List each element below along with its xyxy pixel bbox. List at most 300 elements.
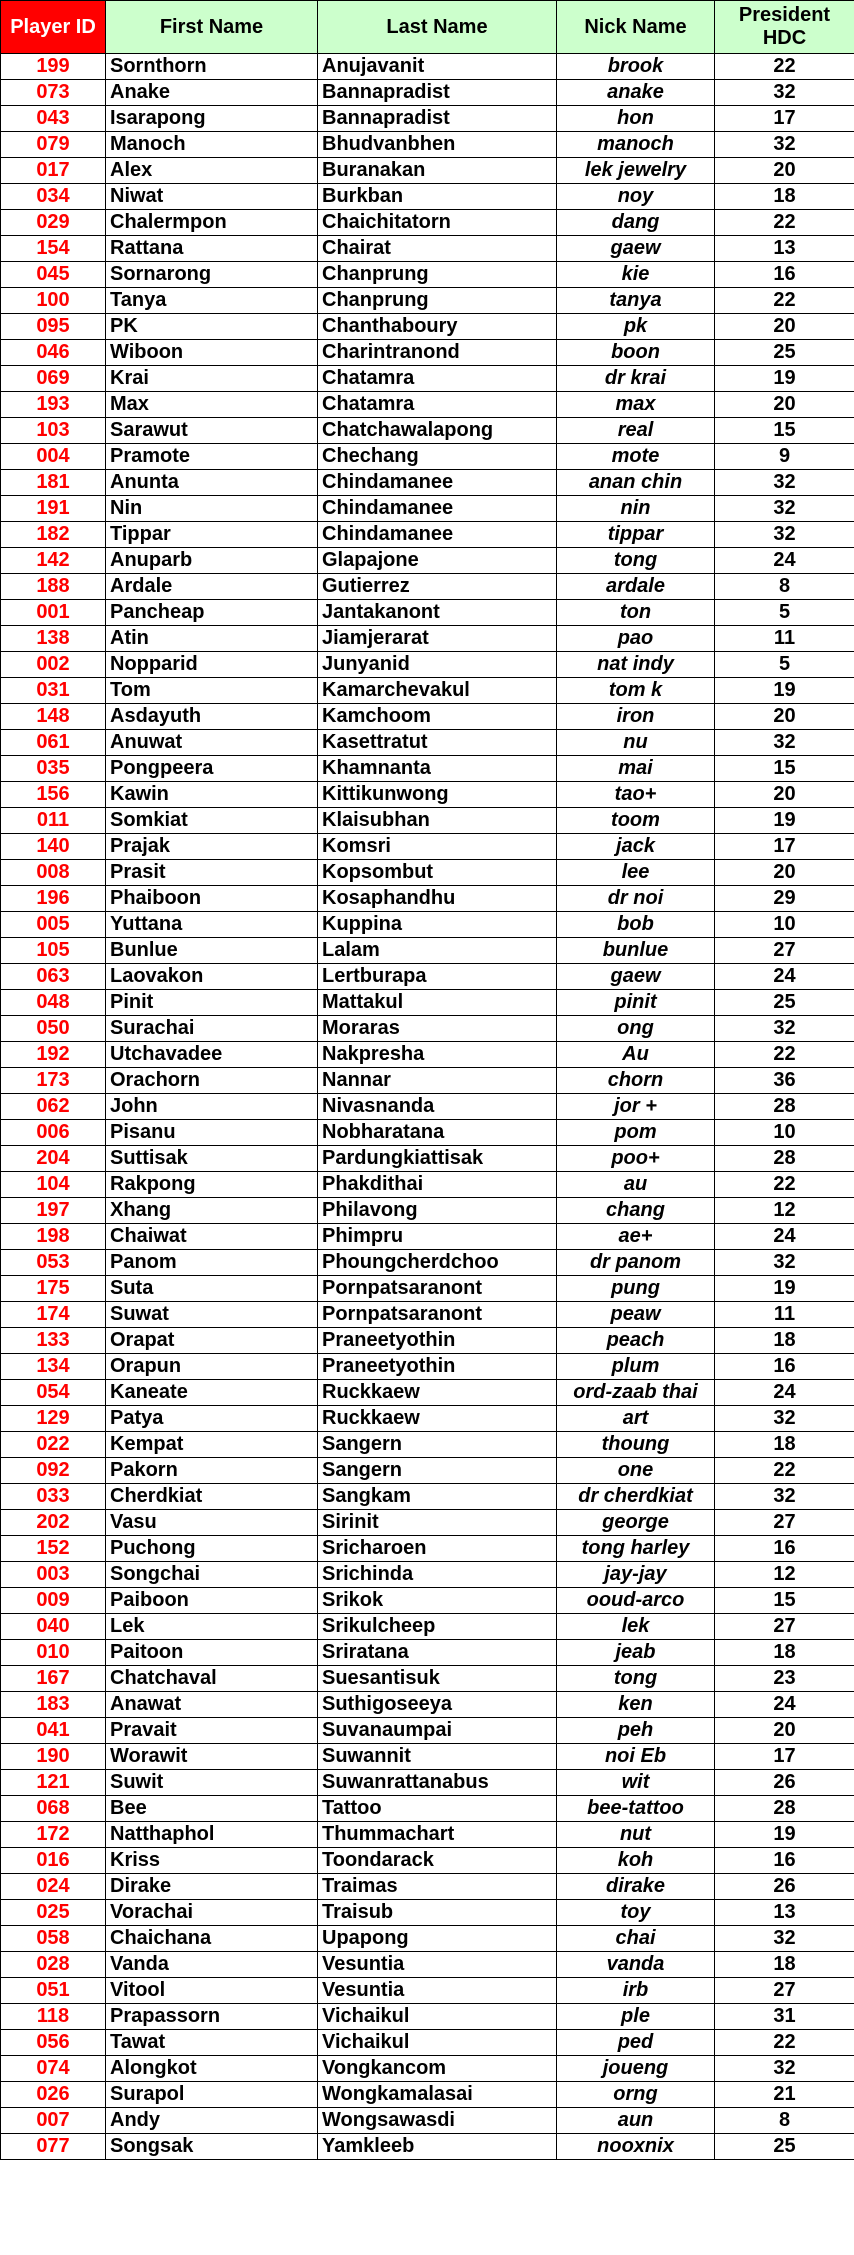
cell-president-hdc: 28 bbox=[715, 1094, 854, 1120]
cell-president-hdc: 10 bbox=[715, 1120, 854, 1146]
cell-last-name: Glapajone bbox=[318, 548, 557, 574]
cell-nick-name: chorn bbox=[557, 1068, 715, 1094]
table-row bbox=[1, 938, 854, 964]
cell-president-hdc: 12 bbox=[715, 1562, 854, 1588]
cell-nick-name: anan chin bbox=[557, 470, 715, 496]
cell-last-name: Nobharatana bbox=[318, 1120, 557, 1146]
cell-nick-name: art bbox=[557, 1406, 715, 1432]
cell-president-hdc: 27 bbox=[715, 938, 854, 964]
cell-nick-name: toy bbox=[557, 1900, 715, 1926]
cell-last-name: Sirinit bbox=[318, 1510, 557, 1536]
cell-nick-name: boon bbox=[557, 340, 715, 366]
cell-nick-name: joueng bbox=[557, 2056, 715, 2082]
cell-president-hdc: 22 bbox=[715, 1458, 854, 1484]
cell-president-hdc: 13 bbox=[715, 1900, 854, 1926]
cell-nick-name: mote bbox=[557, 444, 715, 470]
cell-last-name: Jiamjerarat bbox=[318, 626, 557, 652]
cell-president-hdc: 22 bbox=[715, 1172, 854, 1198]
cell-president-hdc: 32 bbox=[715, 1406, 854, 1432]
table-row bbox=[1, 1796, 854, 1822]
cell-first-name: Patya bbox=[106, 1406, 318, 1432]
cell-first-name: Vanda bbox=[106, 1952, 318, 1978]
cell-president-hdc: 15 bbox=[715, 756, 854, 782]
cell-first-name: Isarapong bbox=[106, 106, 318, 132]
cell-president-hdc: 16 bbox=[715, 1536, 854, 1562]
cell-last-name: Phoungcherdchoo bbox=[318, 1250, 557, 1276]
cell-player-id: 005 bbox=[1, 912, 106, 938]
cell-player-id: 142 bbox=[1, 548, 106, 574]
cell-first-name: Nopparid bbox=[106, 652, 318, 678]
cell-first-name: Dirake bbox=[106, 1874, 318, 1900]
cell-first-name: Somkiat bbox=[106, 808, 318, 834]
table-row bbox=[1, 1042, 854, 1068]
cell-nick-name: peh bbox=[557, 1718, 715, 1744]
table-row bbox=[1, 1276, 854, 1302]
table-row bbox=[1, 1120, 854, 1146]
cell-player-id: 175 bbox=[1, 1276, 106, 1302]
cell-first-name: Alongkot bbox=[106, 2056, 318, 2082]
cell-nick-name: dr panom bbox=[557, 1250, 715, 1276]
cell-nick-name: chai bbox=[557, 1926, 715, 1952]
cell-player-id: 022 bbox=[1, 1432, 106, 1458]
table-row bbox=[1, 158, 854, 184]
cell-player-id: 004 bbox=[1, 444, 106, 470]
cell-president-hdc: 19 bbox=[715, 1276, 854, 1302]
cell-nick-name: tippar bbox=[557, 522, 715, 548]
cell-player-id: 196 bbox=[1, 886, 106, 912]
cell-nick-name: dirake bbox=[557, 1874, 715, 1900]
cell-president-hdc: 20 bbox=[715, 158, 854, 184]
cell-last-name: Lalam bbox=[318, 938, 557, 964]
cell-president-hdc: 20 bbox=[715, 314, 854, 340]
cell-last-name: Charintranond bbox=[318, 340, 557, 366]
cell-nick-name: bee-tattoo bbox=[557, 1796, 715, 1822]
table-row bbox=[1, 808, 854, 834]
cell-president-hdc: 18 bbox=[715, 1432, 854, 1458]
cell-first-name: Orapat bbox=[106, 1328, 318, 1354]
cell-first-name: Pravait bbox=[106, 1718, 318, 1744]
cell-first-name: Puchong bbox=[106, 1536, 318, 1562]
table-row bbox=[1, 652, 854, 678]
table-row bbox=[1, 574, 854, 600]
table-row bbox=[1, 1666, 854, 1692]
cell-player-id: 148 bbox=[1, 704, 106, 730]
cell-player-id: 068 bbox=[1, 1796, 106, 1822]
cell-president-hdc: 5 bbox=[715, 652, 854, 678]
cell-last-name: Moraras bbox=[318, 1016, 557, 1042]
cell-president-hdc: 28 bbox=[715, 1796, 854, 1822]
cell-first-name: Rattana bbox=[106, 236, 318, 262]
cell-last-name: Traimas bbox=[318, 1874, 557, 1900]
cell-president-hdc: 27 bbox=[715, 1978, 854, 2004]
cell-first-name: Paiboon bbox=[106, 1588, 318, 1614]
cell-last-name: Gutierrez bbox=[318, 574, 557, 600]
cell-first-name: Paitoon bbox=[106, 1640, 318, 1666]
cell-first-name: Ardale bbox=[106, 574, 318, 600]
cell-president-hdc: 32 bbox=[715, 522, 854, 548]
cell-president-hdc: 32 bbox=[715, 132, 854, 158]
cell-nick-name: ken bbox=[557, 1692, 715, 1718]
cell-last-name: Suthigoseeya bbox=[318, 1692, 557, 1718]
cell-player-id: 152 bbox=[1, 1536, 106, 1562]
cell-president-hdc: 18 bbox=[715, 184, 854, 210]
cell-first-name: Surachai bbox=[106, 1016, 318, 1042]
cell-first-name: Pakorn bbox=[106, 1458, 318, 1484]
cell-nick-name: iron bbox=[557, 704, 715, 730]
table-row bbox=[1, 678, 854, 704]
cell-last-name: Vongkancom bbox=[318, 2056, 557, 2082]
cell-nick-name: nu bbox=[557, 730, 715, 756]
cell-first-name: Krai bbox=[106, 366, 318, 392]
cell-nick-name: noi Eb bbox=[557, 1744, 715, 1770]
cell-nick-name: lee bbox=[557, 860, 715, 886]
table-row bbox=[1, 1224, 854, 1250]
cell-player-id: 138 bbox=[1, 626, 106, 652]
cell-player-id: 050 bbox=[1, 1016, 106, 1042]
cell-president-hdc: 16 bbox=[715, 1354, 854, 1380]
cell-last-name: Vesuntia bbox=[318, 1952, 557, 1978]
cell-player-id: 079 bbox=[1, 132, 106, 158]
cell-nick-name: chang bbox=[557, 1198, 715, 1224]
cell-player-id: 017 bbox=[1, 158, 106, 184]
cell-president-hdc: 36 bbox=[715, 1068, 854, 1094]
cell-nick-name: Au bbox=[557, 1042, 715, 1068]
cell-president-hdc: 11 bbox=[715, 626, 854, 652]
cell-last-name: Suwannit bbox=[318, 1744, 557, 1770]
table-row bbox=[1, 964, 854, 990]
cell-last-name: Kosaphandhu bbox=[318, 886, 557, 912]
cell-nick-name: ord-zaab thai bbox=[557, 1380, 715, 1406]
cell-president-hdc: 32 bbox=[715, 1016, 854, 1042]
cell-last-name: Suvanaumpai bbox=[318, 1718, 557, 1744]
cell-last-name: Burkban bbox=[318, 184, 557, 210]
cell-president-hdc: 22 bbox=[715, 2030, 854, 2056]
table-row bbox=[1, 1640, 854, 1666]
cell-last-name: Chechang bbox=[318, 444, 557, 470]
cell-president-hdc: 17 bbox=[715, 834, 854, 860]
cell-player-id: 016 bbox=[1, 1848, 106, 1874]
cell-first-name: Worawit bbox=[106, 1744, 318, 1770]
cell-first-name: Natthaphol bbox=[106, 1822, 318, 1848]
cell-last-name: Yamkleeb bbox=[318, 2134, 557, 2160]
table-row bbox=[1, 912, 854, 938]
table-row bbox=[1, 2082, 854, 2108]
cell-nick-name: wit bbox=[557, 1770, 715, 1796]
cell-nick-name: plum bbox=[557, 1354, 715, 1380]
cell-first-name: Prapassorn bbox=[106, 2004, 318, 2030]
cell-last-name: Ruckkaew bbox=[318, 1380, 557, 1406]
cell-first-name: Prasit bbox=[106, 860, 318, 886]
header-president-hdc[interactable]: President HDC bbox=[715, 1, 854, 54]
cell-first-name: Wiboon bbox=[106, 340, 318, 366]
cell-nick-name: hon bbox=[557, 106, 715, 132]
table-row bbox=[1, 522, 854, 548]
cell-first-name: Tippar bbox=[106, 522, 318, 548]
table-row bbox=[1, 1848, 854, 1874]
cell-nick-name: tao+ bbox=[557, 782, 715, 808]
cell-first-name: Kriss bbox=[106, 1848, 318, 1874]
cell-player-id: 031 bbox=[1, 678, 106, 704]
cell-player-id: 007 bbox=[1, 2108, 106, 2134]
header-nick-name[interactable]: Nick Name bbox=[557, 1, 715, 54]
cell-last-name: Praneetyothin bbox=[318, 1354, 557, 1380]
cell-player-id: 046 bbox=[1, 340, 106, 366]
cell-president-hdc: 16 bbox=[715, 262, 854, 288]
cell-president-hdc: 18 bbox=[715, 1952, 854, 1978]
cell-last-name: Sangkam bbox=[318, 1484, 557, 1510]
cell-first-name: Panom bbox=[106, 1250, 318, 1276]
cell-player-id: 133 bbox=[1, 1328, 106, 1354]
cell-first-name: Max bbox=[106, 392, 318, 418]
table-row bbox=[1, 54, 854, 80]
cell-president-hdc: 31 bbox=[715, 2004, 854, 2030]
cell-president-hdc: 24 bbox=[715, 1692, 854, 1718]
cell-player-id: 040 bbox=[1, 1614, 106, 1640]
cell-player-id: 095 bbox=[1, 314, 106, 340]
cell-nick-name: ooud-arco bbox=[557, 1588, 715, 1614]
cell-last-name: Nivasnanda bbox=[318, 1094, 557, 1120]
cell-nick-name: tong bbox=[557, 1666, 715, 1692]
cell-president-hdc: 22 bbox=[715, 210, 854, 236]
cell-president-hdc: 13 bbox=[715, 236, 854, 262]
cell-president-hdc: 32 bbox=[715, 496, 854, 522]
table-row bbox=[1, 106, 854, 132]
cell-last-name: Vichaikul bbox=[318, 2030, 557, 2056]
cell-last-name: Vesuntia bbox=[318, 1978, 557, 2004]
cell-player-id: 183 bbox=[1, 1692, 106, 1718]
cell-last-name: Pardungkiattisak bbox=[318, 1146, 557, 1172]
cell-last-name: Ruckkaew bbox=[318, 1406, 557, 1432]
cell-president-hdc: 27 bbox=[715, 1614, 854, 1640]
table-row bbox=[1, 1172, 854, 1198]
table-row bbox=[1, 1614, 854, 1640]
cell-player-id: 033 bbox=[1, 1484, 106, 1510]
cell-nick-name: nut bbox=[557, 1822, 715, 1848]
cell-first-name: Anunta bbox=[106, 470, 318, 496]
cell-player-id: 105 bbox=[1, 938, 106, 964]
cell-first-name: Pisanu bbox=[106, 1120, 318, 1146]
cell-player-id: 104 bbox=[1, 1172, 106, 1198]
table-row bbox=[1, 2056, 854, 2082]
cell-first-name: Kawin bbox=[106, 782, 318, 808]
cell-president-hdc: 8 bbox=[715, 574, 854, 600]
table-row bbox=[1, 1978, 854, 2004]
cell-last-name: Kasettratut bbox=[318, 730, 557, 756]
cell-last-name: Vichaikul bbox=[318, 2004, 557, 2030]
header-row bbox=[1, 1, 854, 54]
table-row bbox=[1, 210, 854, 236]
cell-player-id: 154 bbox=[1, 236, 106, 262]
table-row bbox=[1, 288, 854, 314]
cell-last-name: Sangern bbox=[318, 1458, 557, 1484]
cell-nick-name: ong bbox=[557, 1016, 715, 1042]
cell-president-hdc: 26 bbox=[715, 1874, 854, 1900]
cell-first-name: Tanya bbox=[106, 288, 318, 314]
cell-nick-name: toom bbox=[557, 808, 715, 834]
cell-nick-name: kie bbox=[557, 262, 715, 288]
table-row bbox=[1, 1354, 854, 1380]
cell-first-name: Phaiboon bbox=[106, 886, 318, 912]
table-row bbox=[1, 782, 854, 808]
cell-player-id: 156 bbox=[1, 782, 106, 808]
table-row bbox=[1, 1562, 854, 1588]
cell-president-hdc: 8 bbox=[715, 2108, 854, 2134]
cell-president-hdc: 24 bbox=[715, 1380, 854, 1406]
cell-first-name: Niwat bbox=[106, 184, 318, 210]
cell-first-name: Vorachai bbox=[106, 1900, 318, 1926]
cell-first-name: Anawat bbox=[106, 1692, 318, 1718]
cell-last-name: Chanthaboury bbox=[318, 314, 557, 340]
cell-last-name: Jantakanont bbox=[318, 600, 557, 626]
cell-nick-name: george bbox=[557, 1510, 715, 1536]
cell-president-hdc: 32 bbox=[715, 730, 854, 756]
table-row bbox=[1, 1458, 854, 1484]
cell-president-hdc: 26 bbox=[715, 1770, 854, 1796]
table-row bbox=[1, 314, 854, 340]
cell-last-name: Sriratana bbox=[318, 1640, 557, 1666]
cell-first-name: Nin bbox=[106, 496, 318, 522]
cell-last-name: Nannar bbox=[318, 1068, 557, 1094]
cell-last-name: Kuppina bbox=[318, 912, 557, 938]
cell-first-name: Lek bbox=[106, 1614, 318, 1640]
cell-first-name: Utchavadee bbox=[106, 1042, 318, 1068]
cell-player-id: 029 bbox=[1, 210, 106, 236]
table-row bbox=[1, 2030, 854, 2056]
table-row bbox=[1, 236, 854, 262]
cell-nick-name: pinit bbox=[557, 990, 715, 1016]
cell-player-id: 173 bbox=[1, 1068, 106, 1094]
cell-president-hdc: 25 bbox=[715, 340, 854, 366]
cell-nick-name: dr krai bbox=[557, 366, 715, 392]
cell-player-id: 202 bbox=[1, 1510, 106, 1536]
cell-last-name: Chindamanee bbox=[318, 522, 557, 548]
cell-president-hdc: 22 bbox=[715, 1042, 854, 1068]
cell-president-hdc: 12 bbox=[715, 1198, 854, 1224]
cell-nick-name: bunlue bbox=[557, 938, 715, 964]
cell-player-id: 025 bbox=[1, 1900, 106, 1926]
cell-president-hdc: 32 bbox=[715, 1926, 854, 1952]
cell-nick-name: nin bbox=[557, 496, 715, 522]
cell-player-id: 118 bbox=[1, 2004, 106, 2030]
header-player-id[interactable]: Player ID bbox=[1, 1, 106, 54]
cell-last-name: Phimpru bbox=[318, 1224, 557, 1250]
cell-player-id: 008 bbox=[1, 860, 106, 886]
cell-president-hdc: 19 bbox=[715, 366, 854, 392]
cell-president-hdc: 20 bbox=[715, 392, 854, 418]
cell-nick-name: dr noi bbox=[557, 886, 715, 912]
cell-player-id: 198 bbox=[1, 1224, 106, 1250]
cell-first-name: Anake bbox=[106, 80, 318, 106]
table-row bbox=[1, 600, 854, 626]
cell-first-name: Suwat bbox=[106, 1302, 318, 1328]
cell-last-name: Wongkamalasai bbox=[318, 2082, 557, 2108]
cell-president-hdc: 19 bbox=[715, 678, 854, 704]
cell-player-id: 010 bbox=[1, 1640, 106, 1666]
cell-player-id: 167 bbox=[1, 1666, 106, 1692]
cell-last-name: Klaisubhan bbox=[318, 808, 557, 834]
cell-first-name: Suttisak bbox=[106, 1146, 318, 1172]
cell-player-id: 035 bbox=[1, 756, 106, 782]
cell-first-name: Xhang bbox=[106, 1198, 318, 1224]
table-row bbox=[1, 1432, 854, 1458]
cell-nick-name: ple bbox=[557, 2004, 715, 2030]
cell-last-name: Chanprung bbox=[318, 262, 557, 288]
cell-first-name: Tom bbox=[106, 678, 318, 704]
cell-nick-name: real bbox=[557, 418, 715, 444]
table-row bbox=[1, 496, 854, 522]
cell-player-id: 121 bbox=[1, 1770, 106, 1796]
cell-nick-name: vanda bbox=[557, 1952, 715, 1978]
cell-nick-name: ton bbox=[557, 600, 715, 626]
header-first-name[interactable]: First Name bbox=[106, 1, 318, 54]
cell-player-id: 028 bbox=[1, 1952, 106, 1978]
cell-player-id: 011 bbox=[1, 808, 106, 834]
cell-player-id: 001 bbox=[1, 600, 106, 626]
cell-last-name: Praneetyothin bbox=[318, 1328, 557, 1354]
cell-president-hdc: 9 bbox=[715, 444, 854, 470]
cell-president-hdc: 27 bbox=[715, 1510, 854, 1536]
cell-player-id: 199 bbox=[1, 54, 106, 80]
cell-last-name: Nakpresha bbox=[318, 1042, 557, 1068]
cell-first-name: Pongpeera bbox=[106, 756, 318, 782]
cell-player-id: 077 bbox=[1, 2134, 106, 2160]
table-row bbox=[1, 1926, 854, 1952]
cell-player-id: 034 bbox=[1, 184, 106, 210]
cell-nick-name: mai bbox=[557, 756, 715, 782]
cell-player-id: 191 bbox=[1, 496, 106, 522]
table-row bbox=[1, 418, 854, 444]
cell-first-name: Chatchaval bbox=[106, 1666, 318, 1692]
cell-player-id: 009 bbox=[1, 1588, 106, 1614]
cell-nick-name: pom bbox=[557, 1120, 715, 1146]
cell-first-name: Andy bbox=[106, 2108, 318, 2134]
cell-player-id: 103 bbox=[1, 418, 106, 444]
table-row bbox=[1, 1588, 854, 1614]
table-row bbox=[1, 392, 854, 418]
cell-player-id: 181 bbox=[1, 470, 106, 496]
cell-player-id: 188 bbox=[1, 574, 106, 600]
cell-last-name: Chatamra bbox=[318, 392, 557, 418]
cell-nick-name: gaew bbox=[557, 964, 715, 990]
header-last-name[interactable]: Last Name bbox=[318, 1, 557, 54]
cell-nick-name: tong harley bbox=[557, 1536, 715, 1562]
cell-nick-name: ae+ bbox=[557, 1224, 715, 1250]
cell-president-hdc: 5 bbox=[715, 600, 854, 626]
cell-player-id: 003 bbox=[1, 1562, 106, 1588]
cell-first-name: Manoch bbox=[106, 132, 318, 158]
cell-president-hdc: 25 bbox=[715, 990, 854, 1016]
table-row bbox=[1, 1094, 854, 1120]
cell-last-name: Buranakan bbox=[318, 158, 557, 184]
cell-first-name: Pinit bbox=[106, 990, 318, 1016]
cell-president-hdc: 24 bbox=[715, 964, 854, 990]
table-row bbox=[1, 1484, 854, 1510]
cell-first-name: Alex bbox=[106, 158, 318, 184]
cell-nick-name: dang bbox=[557, 210, 715, 236]
cell-last-name: Anujavanit bbox=[318, 54, 557, 80]
cell-last-name: Philavong bbox=[318, 1198, 557, 1224]
cell-nick-name: pao bbox=[557, 626, 715, 652]
cell-player-id: 174 bbox=[1, 1302, 106, 1328]
cell-first-name: Songchai bbox=[106, 1562, 318, 1588]
cell-player-id: 197 bbox=[1, 1198, 106, 1224]
table-row bbox=[1, 1380, 854, 1406]
table-row bbox=[1, 1146, 854, 1172]
cell-player-id: 069 bbox=[1, 366, 106, 392]
table-row bbox=[1, 990, 854, 1016]
table-row bbox=[1, 626, 854, 652]
cell-player-id: 073 bbox=[1, 80, 106, 106]
